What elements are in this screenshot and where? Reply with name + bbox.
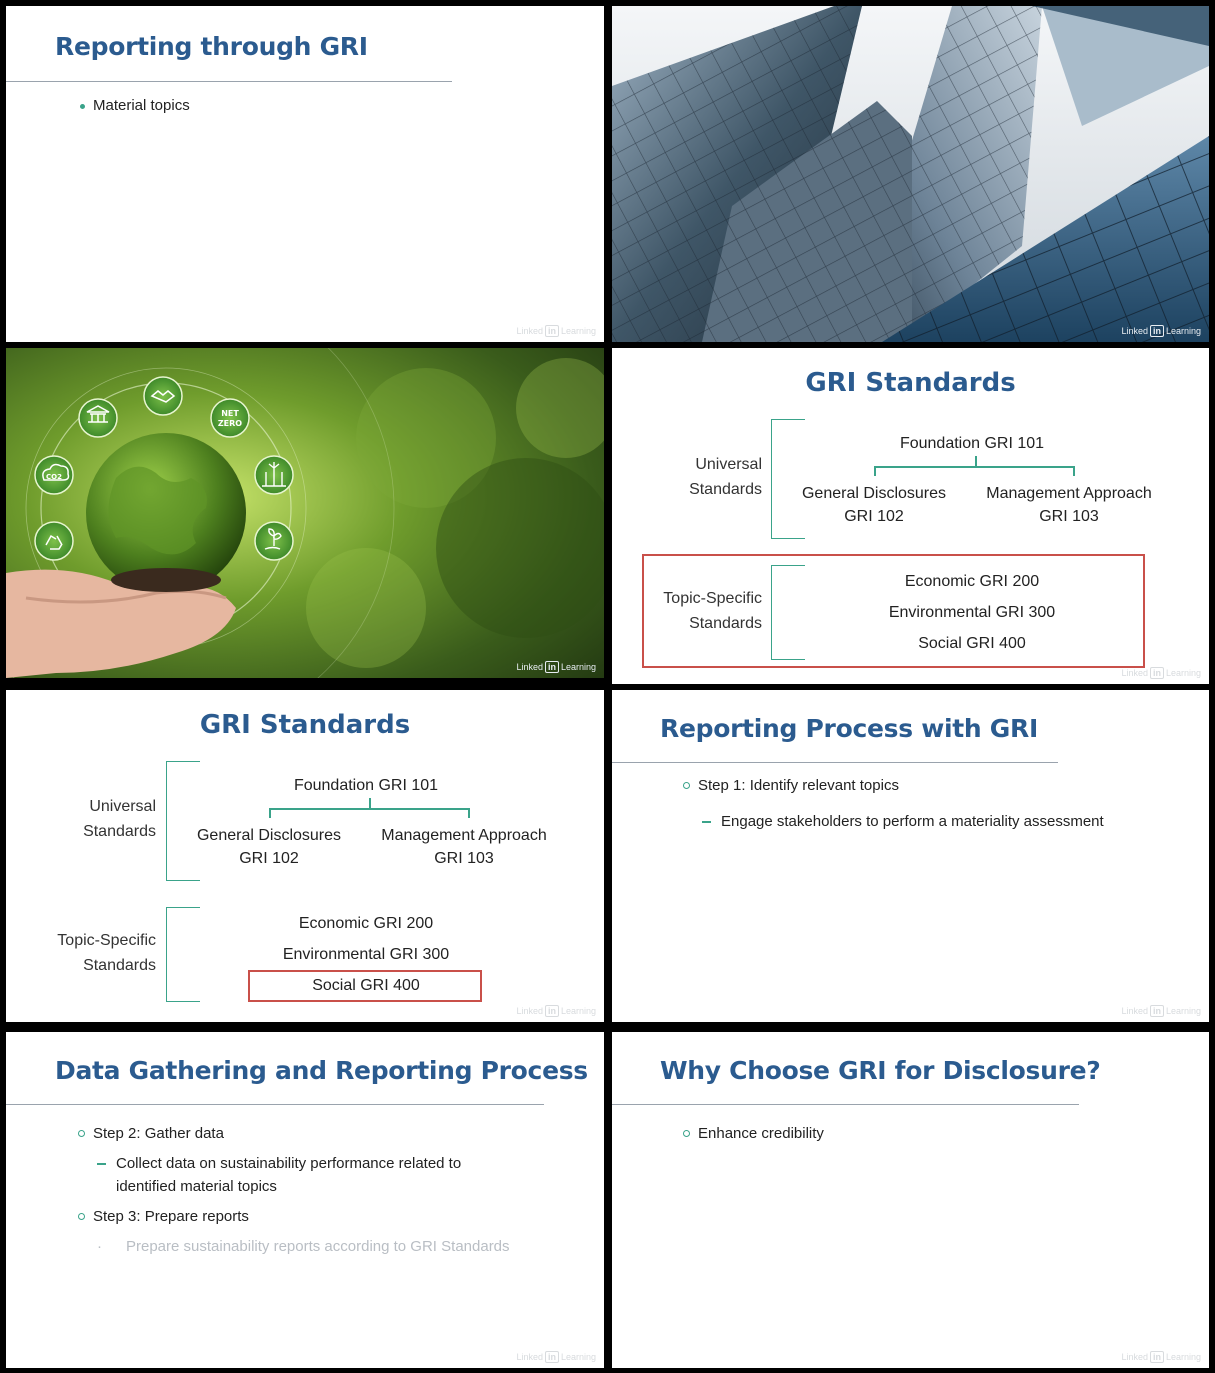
bullet-dot-icon — [80, 104, 85, 109]
step-1-text: Step 1: Identify relevant topics — [698, 777, 899, 794]
universal-standards-label: Universal Standards — [689, 456, 762, 498]
slide-title: Reporting Process with GRI — [660, 714, 1038, 743]
bullet-text: Material topics — [93, 97, 190, 114]
environmental-gri-300: Environmental GRI 300 — [282, 946, 450, 963]
skyscraper-photo — [612, 6, 1209, 342]
slide-data-gathering[interactable] — [6, 1032, 604, 1368]
linkedin-learning-watermark: Linked in Learning — [516, 662, 596, 672]
slide-green-globe-photo[interactable] — [6, 348, 604, 678]
title-rule — [612, 762, 1058, 763]
slide-why-choose-gri[interactable] — [612, 1032, 1209, 1368]
foundation-gri-101: Foundation GRI 101 — [899, 435, 1045, 452]
management-approach-gri-103: Management Approach GRI 103 — [986, 485, 1152, 525]
topic-specific-bracket — [771, 565, 805, 660]
title-rule — [612, 1104, 1079, 1105]
bullet-circle-icon — [78, 1130, 85, 1137]
linkedin-learning-watermark: Linked in Learning — [1121, 668, 1201, 678]
tree-connector — [269, 808, 469, 810]
linkedin-learning-watermark: Linked in Learning — [1121, 326, 1201, 336]
title-rule — [6, 81, 452, 82]
slide-title: GRI Standards — [805, 368, 1016, 398]
linkedin-learning-watermark: Linked in Learning — [1121, 1006, 1201, 1016]
tree-connector — [1073, 466, 1075, 476]
sub-bullet-text-faded: Prepare sustainability reports according to GRI Standards — [126, 1238, 510, 1255]
slide-title: Data Gathering and Reporting Process — [55, 1056, 588, 1085]
universal-standards-label: Universal Standards — [83, 798, 156, 840]
svg-text:CO2: CO2 — [46, 473, 62, 481]
management-approach-gri-103: Management Approach GRI 103 — [381, 827, 547, 867]
bullet-circle-icon — [683, 1130, 690, 1137]
economic-gri-200: Economic GRI 200 — [298, 915, 434, 932]
social-gri-400: Social GRI 400 — [918, 635, 1026, 652]
linkedin-learning-watermark: Linked in Learning — [516, 1006, 596, 1016]
economic-gri-200: Economic GRI 200 — [904, 573, 1040, 590]
foundation-gri-101: Foundation GRI 101 — [293, 777, 439, 794]
slide-gri-standards-topic-highlight[interactable] — [612, 348, 1209, 684]
general-disclosures-gri-102: General Disclosures GRI 102 — [196, 827, 342, 867]
tree-connector — [269, 808, 271, 818]
slide-title: Why Choose GRI for Disclosure? — [660, 1056, 1101, 1085]
bullet-circle-icon — [78, 1213, 85, 1220]
slide-title: Reporting through GRI — [55, 32, 368, 61]
tree-connector — [874, 466, 876, 476]
bullet-text: Enhance credibility — [698, 1125, 824, 1142]
tree-connector — [468, 808, 470, 818]
sub-bullet-dash-icon — [97, 1163, 106, 1165]
tree-connector — [874, 466, 1074, 468]
slide-gri-standards-social-highlight[interactable] — [6, 690, 604, 1022]
topic-specific-bracket — [166, 907, 200, 1002]
social-gri-400: Social GRI 400 — [312, 977, 420, 994]
slide-skyscraper-photo[interactable] — [612, 6, 1209, 342]
bullet-circle-icon — [683, 782, 690, 789]
svg-text:NET: NET — [221, 409, 239, 418]
sub-bullet-dot-icon: · — [97, 1238, 102, 1255]
topic-specific-standards-label: Topic-Specific Standards — [57, 932, 156, 974]
title-rule — [6, 1104, 544, 1105]
linkedin-learning-watermark: Linked in Learning — [516, 326, 596, 336]
step-3-text: Step 3: Prepare reports — [93, 1208, 249, 1225]
globe-in-hands-photo — [6, 348, 604, 678]
general-disclosures-gri-102: General Disclosures GRI 102 — [801, 485, 947, 525]
svg-text:ZERO: ZERO — [217, 419, 243, 428]
environmental-gri-300: Environmental GRI 300 — [888, 604, 1056, 621]
sub-bullet-dash-icon — [702, 821, 711, 823]
slide-reporting-through-gri[interactable] — [6, 6, 604, 342]
slide-reporting-process[interactable] — [612, 690, 1209, 1022]
sub-bullet-line-2: identified material topics — [116, 1178, 277, 1195]
topic-specific-standards-label: Topic-Specific Standards — [663, 590, 762, 632]
linkedin-learning-watermark: Linked in Learning — [1121, 1352, 1201, 1362]
sub-bullet-line-1: Collect data on sustainability performance related to — [116, 1155, 462, 1172]
sub-bullet-text: Engage stakeholders to perform a materiality assessment — [721, 813, 1104, 830]
linkedin-learning-watermark: Linked in Learning — [516, 1352, 596, 1362]
slide-title: GRI Standards — [199, 710, 411, 740]
step-2-text: Step 2: Gather data — [93, 1125, 224, 1142]
